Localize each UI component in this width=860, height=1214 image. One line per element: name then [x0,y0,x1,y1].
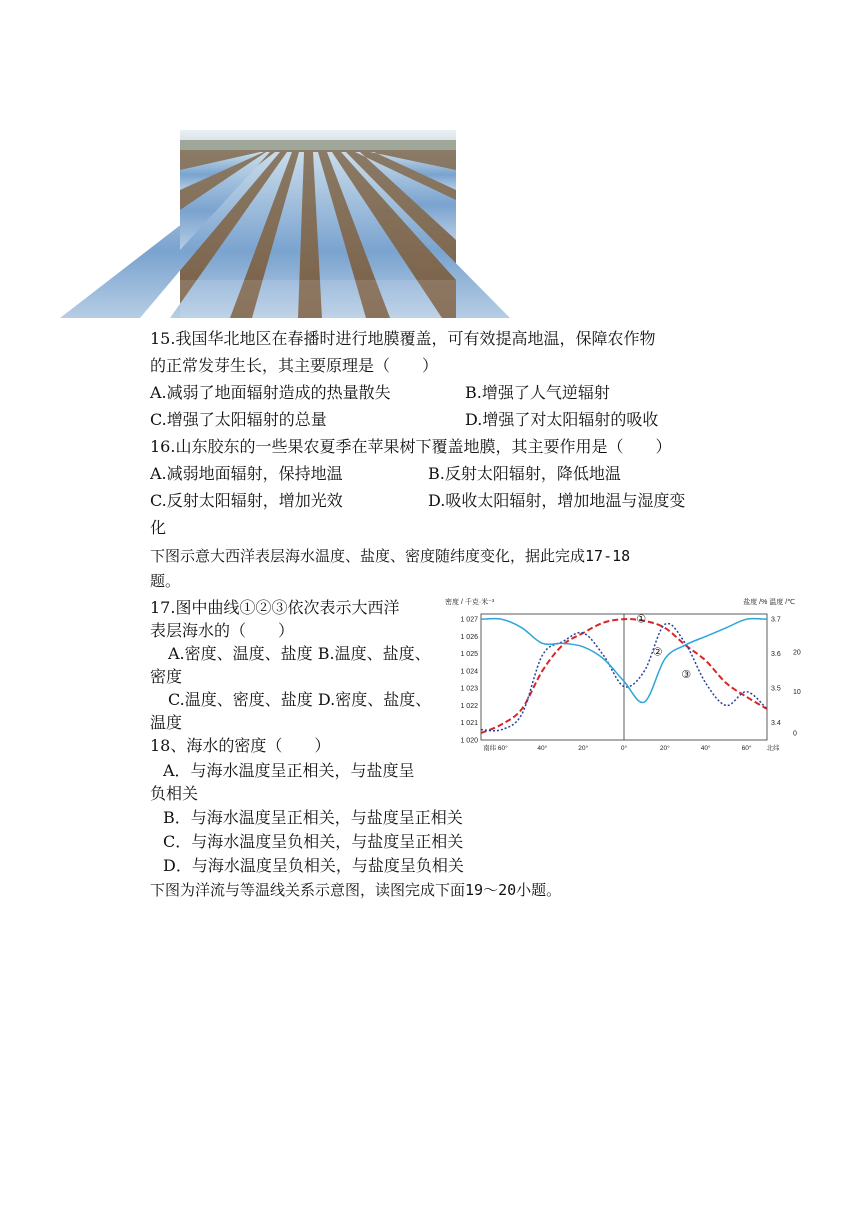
curve-marker-1: ① [636,613,647,626]
curve-marker-3: ③ [681,668,692,681]
q15-option-b: B.增强了人气逆辐射 [465,383,610,402]
left-tick-label: 1 023 [460,685,478,693]
q15-stem-line1: 15.我国华北地区在春播时进行地膜覆盖，可有效提高地温，保障农作物 [150,329,656,348]
salinity-tick-label: 3.4 [771,720,781,728]
q15-stem-line2: 的正常发芽生长，其主要原理是（ ） [150,356,439,375]
x-tick-label: 40° [700,745,711,752]
q18-option-a-line1: A．与海水温度呈正相关，与盐度呈 [163,761,415,780]
x-tick-label: 60° [741,745,752,752]
x-tick-label: 20° [578,745,589,752]
temperature-tick-label: 10 [793,689,801,697]
q15-option-a: A.减弱了地面辐射造成的热量散失 [150,383,391,402]
q15-option-c: C.增强了太阳辐射的总量 [150,410,327,429]
q18-option-a-line2: 负相关 [150,784,199,803]
left-tick-label: 1 025 [460,651,478,659]
q17-line4: 密度 [150,667,183,686]
salinity-tick-label: 3.7 [771,616,781,624]
q17-line3: A.密度、温度、盐度 B.温度、盐度、 [168,644,431,663]
intro-17-18-line2: 题。 [150,572,181,590]
q17-line5: C.温度、密度、盐度 D.密度、盐度、 [168,690,432,709]
curve-marker-2: ② [652,646,663,659]
atlantic-surface-chart [445,594,801,760]
q16-option-d: D.吸收太阳辐射，增加地温与湿度变 [428,491,686,510]
q16-option-a: A.减弱地面辐射，保持地温 [150,464,343,483]
q18-option-d: D．与海水温度呈负相关，与盐度呈负相关 [163,856,464,875]
left-tick-label: 1 020 [460,737,478,745]
q16-stem: 16.山东胶东的一些果农夏季在苹果树下覆盖地膜，其主要作用是（ ） [150,437,672,456]
q17-line6: 温度 [150,713,183,732]
x-tick-label: 40° [537,745,548,752]
left-axis-label: 密度 / 千克·米⁻³ [445,599,495,606]
left-tick-label: 1 021 [460,720,478,728]
q16-option-b: B.反射太阳辐射，降低地温 [428,464,621,483]
q16-option-c: C.反射太阳辐射，增加光效 [150,491,343,510]
x-tick-label: 0° [620,745,628,752]
intro-17-18-line1: 下图示意大西洋表层海水温度、盐度、密度随纬度变化，据此完成17-18 [150,547,631,565]
plastic-mulch-field-photo [180,130,456,318]
temperature-tick-label: 0 [793,730,797,738]
x-tick-label: 北纬 [766,745,780,752]
q18-option-b: B．与海水温度呈正相关，与盐度呈正相关 [163,808,463,827]
q15-option-d: D.增强了对太阳辐射的吸收 [465,410,659,429]
salinity-tick-label: 3.5 [771,685,781,693]
left-tick-label: 1 027 [460,616,478,624]
q17-line2: 表层海水的（ ） [150,621,295,640]
x-tick-label: 南纬 60° [483,745,508,752]
salinity-tick-label: 3.6 [771,651,781,659]
q18-option-c: C．与海水温度呈负相关，与盐度呈正相关 [163,832,464,851]
intro-19-20: 下图为洋流与等温线关系示意图，读图完成下面19～20小题。 [150,881,562,899]
right-axis-label: 盐度 /% 温度 /℃ [743,599,795,606]
x-tick-label: 20° [659,745,670,752]
q18-stem: 18、海水的密度（ ） [150,736,331,755]
temperature-tick-label: 20 [793,649,801,657]
q17-line1: 17.图中曲线①②③依次表示大西洋 [150,598,400,617]
q16-option-d-cont: 化 [150,518,167,537]
left-tick-label: 1 026 [460,633,478,641]
left-tick-label: 1 024 [460,668,478,676]
left-tick-label: 1 022 [460,702,478,710]
